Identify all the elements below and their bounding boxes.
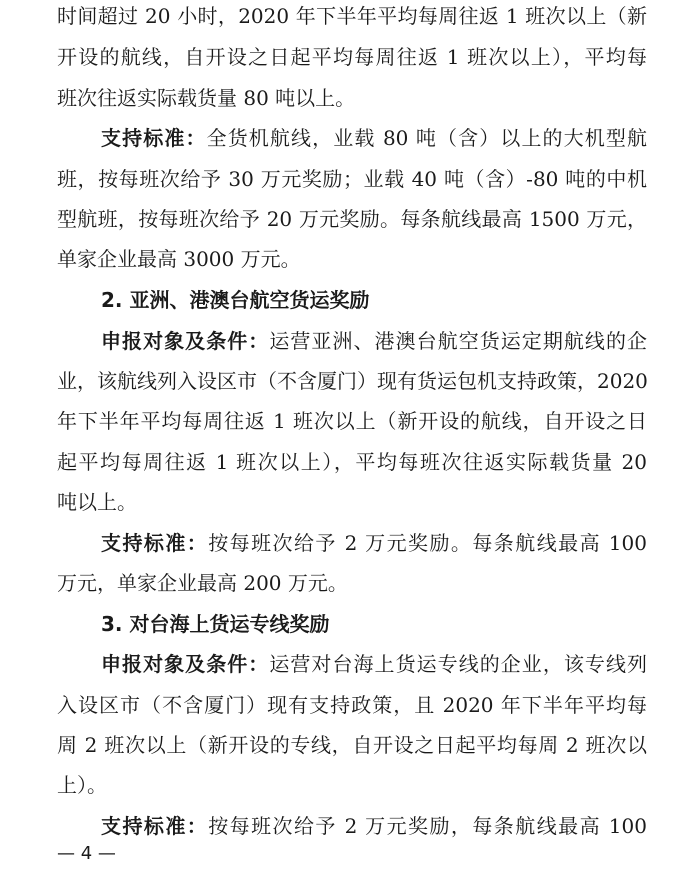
text-line: 年下半年平均每周往返 1 班次以上（新开设的航线，自开设之日: [57, 409, 647, 433]
text-segment: 按每班次给予 2 万元奖励，每条航线最高 100: [208, 814, 647, 838]
text-line: 型航班，按每班次给予 20 万元奖励。每条航线最高 1500 万元，: [57, 207, 647, 231]
eligibility-paragraph: [101, 650, 647, 678]
section-heading: 2. 亚洲、港澳台航空货运奖励: [101, 288, 370, 312]
text-segment: 运营亚洲、港澳台航空货运定期航线的企: [269, 329, 648, 353]
eligibility-paragraph: [101, 327, 647, 355]
text-line: 班次往返实际载货量 80 吨以上。: [57, 86, 356, 110]
text-line: 周 2 班次以上（新开设的专线，自开设之日起平均每周 2 班次以: [57, 733, 647, 757]
support-standard-paragraph: [101, 124, 647, 152]
support-standard-paragraph: [101, 812, 647, 840]
text-segment: 全货机航线，业载 80 吨（含）以上的大机型航: [206, 126, 648, 150]
text-line: 起平均每周往返 1 班次以上），平均每班次往返实际载货量 20: [57, 450, 647, 474]
page-number: — 4 —: [57, 843, 116, 864]
support-standard-label: 支持标准：: [101, 814, 209, 838]
text-line: 开设的航线，自开设之日起平均每周往返 1 班次以上），平均每: [57, 45, 647, 69]
text-line: 上）。: [57, 773, 107, 797]
text-line: 吨以上。: [57, 490, 137, 514]
support-standard-label: 支持标准：: [101, 531, 209, 555]
eligibility-label: 申报对象及条件：: [101, 329, 270, 353]
text-line: 单家企业最高 3000 万元。: [57, 247, 301, 271]
text-line: 业，该航线列入设区市（不含厦门）现有货运包机支持政策，2020: [57, 369, 648, 393]
support-standard-label: 支持标准：: [101, 126, 207, 150]
support-standard-paragraph: [101, 529, 647, 557]
text-segment: 按每班次给予 2 万元奖励。每条航线最高 100: [208, 531, 647, 555]
eligibility-label: 申报对象及条件：: [101, 652, 270, 676]
text-segment: 运营对台海上货运专线的企业，该专线列: [269, 652, 648, 676]
text-line: 入设区市（不含厦门）现有支持政策，且 2020 年下半年平均每: [57, 693, 647, 717]
text-line: 班，按每班次给予 30 万元奖励；业载 40 吨（含）-80 吨的中机: [57, 167, 647, 191]
text-line: 时间超过 20 小时，2020 年下半年平均每周往返 1 班次以上（新: [57, 4, 647, 28]
section-heading: 3. 对台海上货运专线奖励: [101, 612, 330, 636]
text-line: 万元，单家企业最高 200 万元。: [57, 571, 348, 595]
